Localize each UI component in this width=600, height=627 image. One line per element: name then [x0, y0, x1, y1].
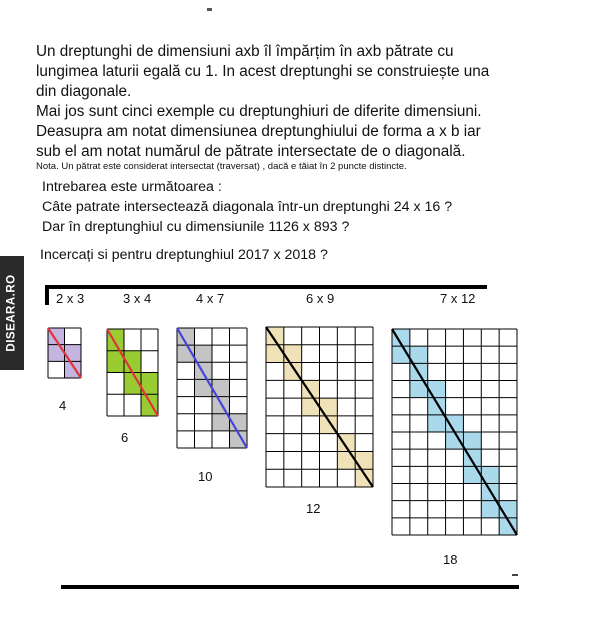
- note-text: Nota. Un pătrat este considerat intersectat (traversat) , dacă e tăiat în 2 puncte distincte.: [36, 161, 407, 172]
- question-heading: Intrebarea este următoarea :: [42, 179, 222, 195]
- grid-6x9-cell: [337, 451, 355, 469]
- example-label-7x12: 7 x 12: [440, 291, 476, 306]
- intro-line-6: sub el am notat numărul de pătrate intersectate de o diagonală.: [36, 143, 466, 160]
- grid-4x7-cell: [195, 345, 213, 362]
- grid-6x9-cell: [320, 398, 338, 416]
- grid-7x12-cell: [463, 466, 481, 483]
- grid-7x12-cell: [428, 381, 446, 398]
- intro-line-4: Mai jos sunt cinci exemple cu dreptunghiuri de diferite dimensiuni.: [36, 103, 482, 120]
- example-label-4x7: 4 x 7: [196, 291, 225, 306]
- question-line-3: Incercați si pentru dreptunghiul 2017 x 2018 ?: [40, 247, 328, 263]
- question-line-1: Câte patrate intersectează diagonala într-un dreptunghi 24 x 16 ?: [42, 199, 453, 215]
- example-label-3x4: 3 x 4: [123, 291, 152, 306]
- example-label-2x3: 2 x 3: [56, 291, 85, 306]
- grid-6x9-cell: [266, 345, 284, 363]
- grid-6x9-cell: [355, 451, 373, 469]
- example-count-4x7: 10: [198, 469, 213, 484]
- intro-line-5: Deasupra am notat dimensiunea dreptunghiului de forma a x b iar: [36, 123, 481, 140]
- intro-line-2: lungimea laturii egală cu 1. In acest dreptunghi se construiește una: [36, 63, 490, 80]
- example-count-2x3: 4: [59, 398, 67, 413]
- example-count-7x12: 18: [443, 552, 458, 567]
- grid-2x3-cell: [48, 345, 65, 362]
- grid-6x9-cell: [284, 345, 302, 363]
- grid-7x12-cell: [463, 432, 481, 449]
- intro-line-1: Un dreptunghi de dimensiuni axb îl împărțim în axb pătrate cu: [36, 43, 454, 60]
- grid-4x7-cell: [212, 414, 230, 431]
- watermark-text: DISEARA.RO: [6, 274, 19, 352]
- example-count-6x9: 12: [306, 501, 321, 516]
- intro-line-3: din diagonale.: [36, 83, 132, 100]
- grid-7x12-cell: [428, 415, 446, 432]
- example-count-3x4: 6: [121, 430, 129, 445]
- grid-2x3-cell: [65, 345, 82, 362]
- question-line-2: Dar în dreptunghiul cu dimensiunile 1126 x 893 ?: [42, 219, 350, 235]
- grid-6x9-cell: [302, 398, 320, 416]
- example-label-6x9: 6 x 9: [306, 291, 335, 306]
